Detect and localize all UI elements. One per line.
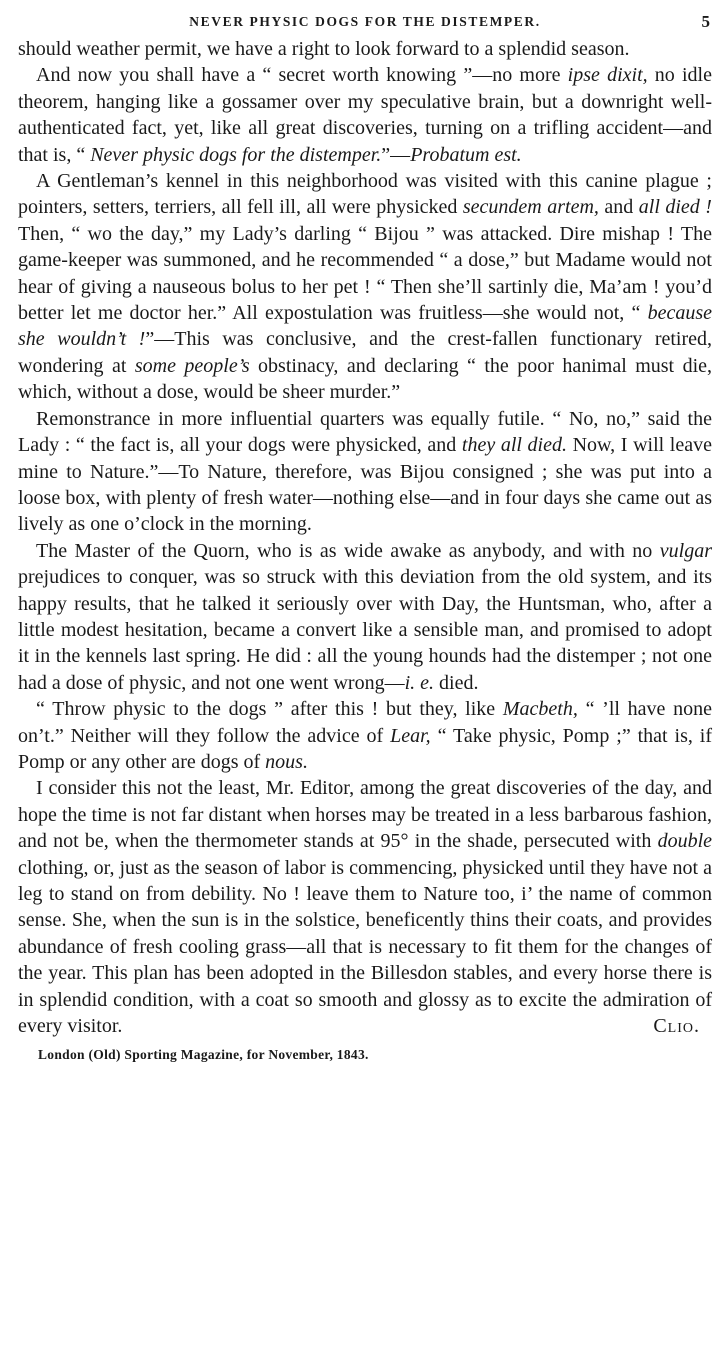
italic-phrase: some people’s: [134, 354, 250, 377]
italic-phrase: because she wouldn’t !: [18, 302, 712, 351]
paragraph-3: A Gentleman’s kennel in this neighborhood was visited with this canine plague ; pointers, setters, terriers, all fell ill, all were physicked secundem artem, and all died ! Then, “ wo the day,” my Lady’s darling “ Bijou ” was attacked. Dire mishap ! The game-keeper was summoned, and he recommended “ a dose,” but Madame would not hear of giving a nauseous bolus to her pet ! “ Then she’ll sartinly die, Ma’am ! you’d better let me doctor her.” All expostulation was fruitless—she would not, “ because she wouldn’t !”—This was conclusive, and the crest-fallen functionary retired, wondering at some people’s obstinacy, and declaring “ the poor hanimal must die, which, without a dose, would be sheer murder.”: [18, 170, 713, 404]
paragraph-4: Remonstrance in more influential quarters was equally futile. “ No, no,” said the Lady : “ the fact is, all your dogs were physicked, and they all died. Now, I will leave mine to Nature.”—To Nature, therefore, was Bijou consigned ; she was put into a loose box, with plenty of fresh water—nothing else—and in four days she came out as lively as one o’clock in the morning.: [18, 407, 712, 536]
paragraph-6: “ Throw physic to the dogs ” after this ! but they, like Macbeth, “ ’ll have none on’t.” Neither will they follow the advice of Lear, “ Take physic, Pomp ;” that is, if Pomp or any other are dogs of nous.: [18, 698, 713, 773]
paragraph-5: The Master of the Quorn, who is as wide awake as anybody, and with no vulgar prejudices to conquer, was so struck with this deviation from the old system, and its happy results, that he talked it seriously over with Day, the Huntsman, who, after a little modest hesitation, became a convert like a sensible man, and promised to adopt it in the kennels last spring. He did : all the young hounds had the distemper ; not one had a dose of physic, and not one went wrong—i. e. died.: [18, 539, 712, 694]
italic-phrase: i. e.: [404, 671, 435, 694]
paragraph-7: I consider this not the least, Mr. Editor, among the great discoveries of the day, and hope the time is not far distant when horses may be treated in a less barbarous fashion, and not be, when the thermometer stands at 95° in the shade, persecuted with double clothing, or, just as the season of labor is commencing, physicked until they have not a leg to stand on from debility. No ! leave them to Nature too, i’ the name of common sense. She, when the sun is in the solstice, beneficently thins their coats, and provides abundance of fresh cooling grass—all that is necessary to fit them for the changes of the year. This plan has been adopted in the Billesdon stables, and every horse there is in splendid condition, with a coat so smooth and glossy as to excite the admiration of every visitor. Clio.: [18, 775, 712, 1039]
book-page: [18, 8, 712, 1358]
italic-phrase: secundem artem,: [462, 196, 599, 219]
italic-phrase: they all died.: [461, 434, 567, 457]
page-number: 5: [701, 12, 710, 31]
running-header: [18, 8, 712, 36]
author-signature: Clio.: [653, 1015, 700, 1038]
paragraph-1: should weather permit, we have a right to look forward to a splendid season.: [18, 38, 630, 60]
italic-phrase: nous.: [265, 750, 308, 773]
italic-phrase: double: [657, 830, 712, 853]
italic-phrase: all died !: [638, 196, 712, 219]
italic-phrase: Macbeth,: [502, 698, 578, 721]
italic-phrase: Probatum est.: [410, 143, 522, 166]
paragraph-2: And now you shall have a “ secret worth knowing ”—no more ipse dixit, no idle theorem, hanging like a gossamer over my speculative brain, but a downright well-authenticated fact, yet, like all great discoveries, turning on a trifling accident—and that is, “ Never physic dogs for the distemper.”—Probatum est.: [18, 64, 712, 166]
italic-phrase: Never physic dogs for the distemper.: [90, 143, 382, 166]
italic-phrase: vulgar: [659, 539, 712, 562]
running-title: NEVER PHYSIC DOGS FOR THE DISTEMPER.: [189, 14, 541, 29]
source-citation: London (Old) Sporting Magazine, for November, 1843.: [38, 1047, 369, 1063]
article-body: [18, 36, 712, 1039]
italic-phrase: Lear,: [390, 724, 431, 747]
italic-phrase: ipse dixit,: [567, 64, 648, 87]
